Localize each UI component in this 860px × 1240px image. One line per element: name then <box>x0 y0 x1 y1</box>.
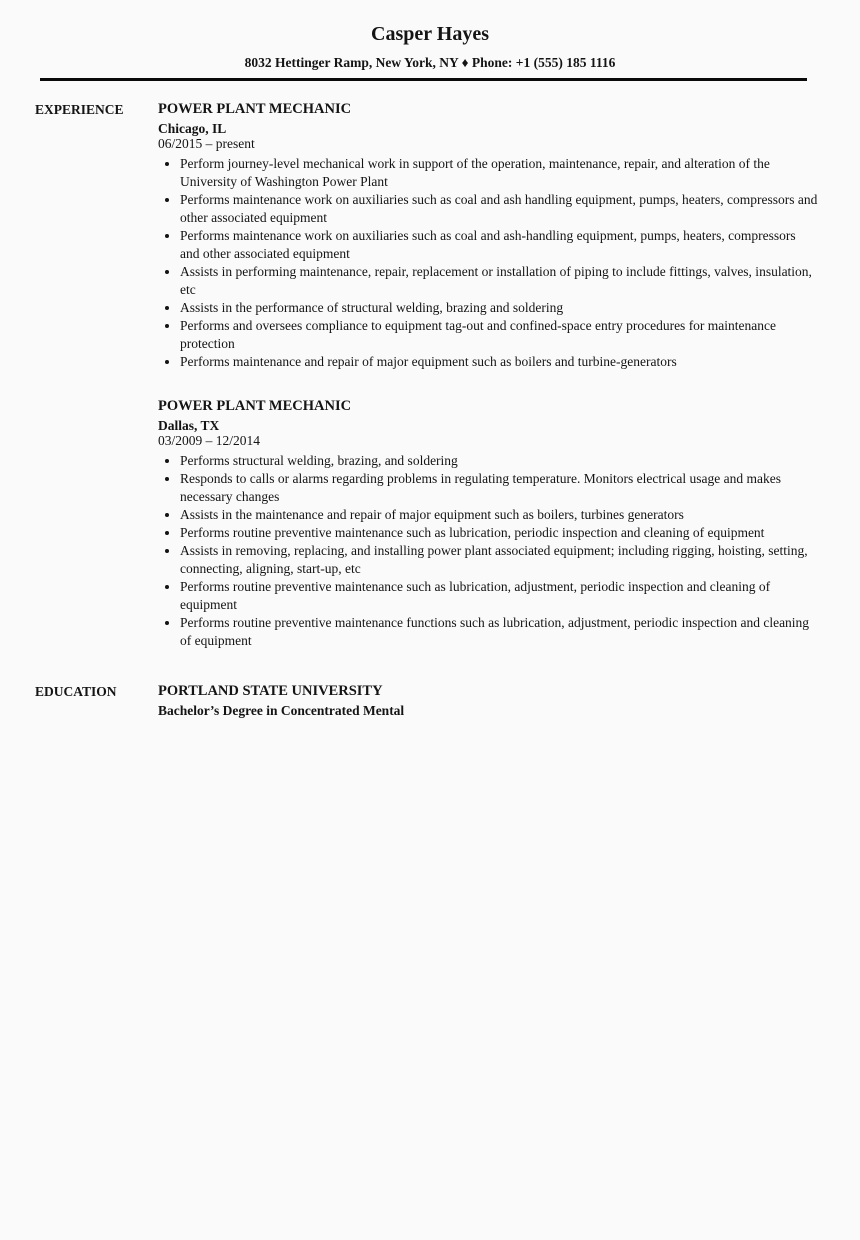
bullet-item: • Assists in removing, replacing, and installing power plant associated equipment; including rigging, hoisting, setting, connecting, aligning, start-up, etc <box>180 542 818 578</box>
experience-label: EXPERIENCE <box>35 102 124 117</box>
job-title: POWER PLANT MECHANIC <box>158 101 352 117</box>
school-name: PORTLAND STATE UNIVERSITY <box>158 683 383 699</box>
education-label: EDUCATION <box>35 684 117 699</box>
bullet-item: • Assists in the maintenance and repair of major equipment such as boilers, turbines generators <box>180 506 818 524</box>
job-bullet-list <box>158 155 818 371</box>
bullet-item: • Performs and oversees compliance to equipment tag-out and confined-space entry procedures for maintenance protection <box>180 317 818 353</box>
bullet-item: • Assists in the performance of structural welding, brazing and soldering <box>180 299 818 317</box>
bullet-item: • Performs structural welding, brazing, and soldering <box>180 452 818 470</box>
bullet-item: • Performs maintenance work on auxiliaries such as coal and ash-handling equipment, pumps, heaters, compressors and other associated equipment <box>180 227 818 263</box>
contact-line: 8032 Hettinger Ramp, New York, NY ♦ Phone: +1 (555) 185 1116 <box>244 55 616 70</box>
bullet-item: • Performs routine preventive maintenance such as lubrication, periodic inspection and cleaning of equipment <box>180 524 818 542</box>
resume-header <box>0 0 860 81</box>
education-section <box>35 683 818 719</box>
job-entry-2 <box>158 398 818 650</box>
bullet-item: • Assists in performing maintenance, repair, replacement or installation of piping to include fittings, valves, insulation, etc <box>180 263 818 299</box>
job-location: Chicago, IL <box>158 121 227 136</box>
job-dates: 06/2015 – present <box>158 136 255 151</box>
bullet-item: • Perform journey-level mechanical work in support of the operation, maintenance, repair, and alteration of the University of Washington Power Plant <box>180 155 818 191</box>
candidate-name: Casper Hayes <box>371 23 489 45</box>
bullet-item: • Performs routine preventive maintenance functions such as lubrication, adjustment, periodic inspection and cleaning of equipment <box>180 614 818 650</box>
job-dates: 03/2009 – 12/2014 <box>158 433 261 448</box>
experience-section <box>35 101 818 650</box>
job-bullet-list <box>158 452 818 650</box>
education-content <box>158 683 818 719</box>
bullet-item: • Responds to calls or alarms regarding problems in regulating temperature. Monitors electrical usage and makes necessary changes <box>180 470 818 506</box>
degree-name: Bachelor’s Degree in Concentrated Mental <box>158 703 405 718</box>
bullet-item: • Performs maintenance and repair of major equipment such as boilers and turbine-generators <box>180 353 818 371</box>
job-entry-1 <box>158 101 818 371</box>
experience-content <box>158 101 818 650</box>
job-location: Dallas, TX <box>158 418 220 433</box>
resume-body <box>0 81 860 719</box>
job-title: POWER PLANT MECHANIC <box>158 398 352 414</box>
bullet-item: • Performs routine preventive maintenance such as lubrication, adjustment, periodic inspection and cleaning of equipment <box>180 578 818 614</box>
bullet-item: • Performs maintenance work on auxiliaries such as coal and ash handling equipment, pumps, heaters, compressors and other associated equipment <box>180 191 818 227</box>
